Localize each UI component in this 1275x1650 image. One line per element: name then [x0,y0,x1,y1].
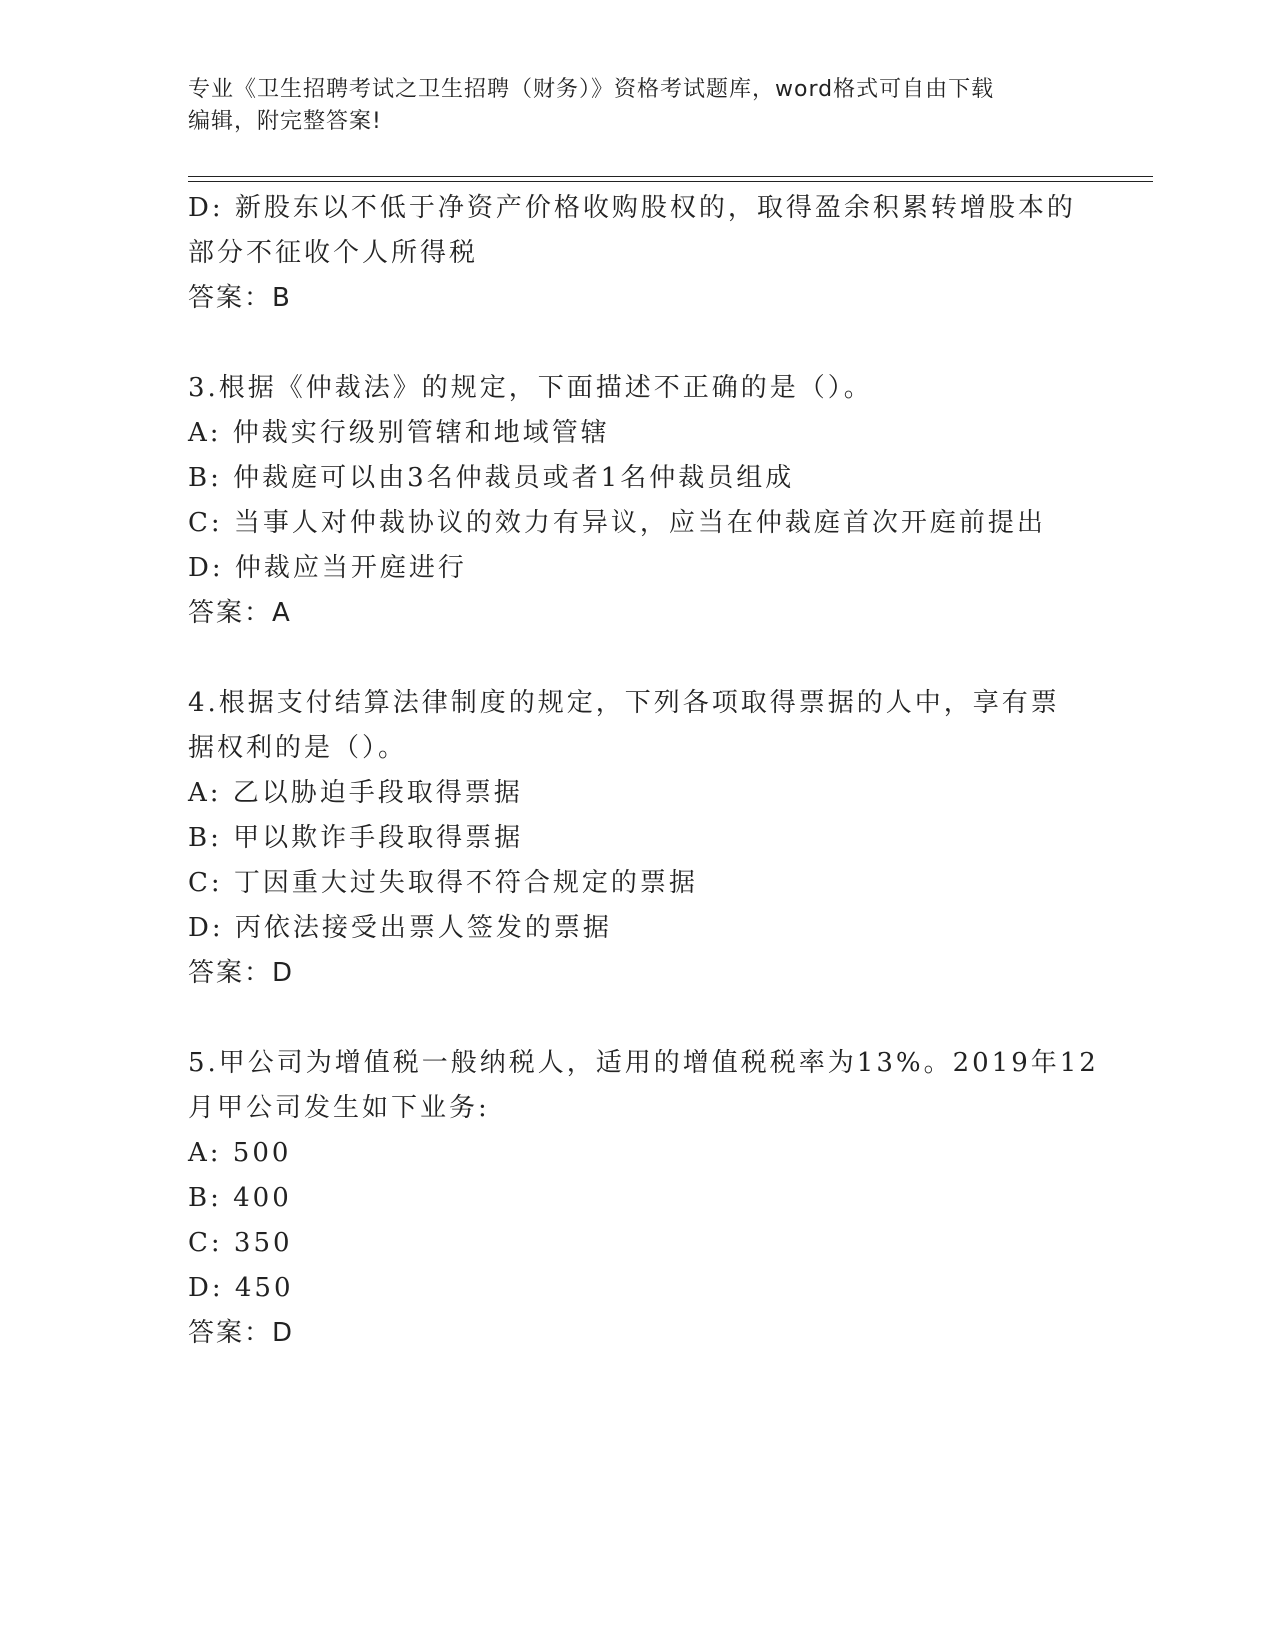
question-stem-line-2: 月甲公司发生如下业务: [188,1093,490,1123]
option-b: B: 甲以欺诈手段取得票据 [188,823,524,853]
question-stem-line-2: 据权利的是（）。 [188,733,408,763]
header-line-1: 专业《卫生招聘考试之卫生招聘（财务）》资格考试题库，word格式可自由下载 [188,77,995,102]
option-d: D: 丙依法接受出票人签发的票据 [188,913,612,943]
question-3 [188,366,1088,636]
option-a: A: 500 [188,1138,292,1168]
answer: 答案：A [188,598,292,628]
answer: 答案：D [188,1318,295,1348]
header-rule-bottom [188,181,1153,182]
option-b: B: 400 [188,1183,292,1213]
question-stem-line-1: 5.甲公司为增值税一般纳税人，适用的增值税税率为13%。2019年12 [188,1048,1099,1078]
question-stem-line-1: 4.根据支付结算法律制度的规定，下列各项取得票据的人中，享有票 [188,688,1060,718]
option-c: C: 当事人对仲裁协议的效力有异议，应当在仲裁庭首次开庭前提出 [188,508,1046,538]
question-2-tail [188,186,1088,321]
option-d: D: 仲裁应当开庭进行 [188,553,467,583]
document-header [188,74,1088,138]
option-d-line-2: 部分不征收个人所得税 [188,238,479,268]
question-stem: 3.根据《仲裁法》的规定，下面描述不正确的是（）。 [188,373,873,403]
option-c: C: 350 [188,1228,293,1258]
header-rule-top [188,176,1153,177]
option-a: A: 乙以胁迫手段取得票据 [188,778,523,808]
option-d-line-1: D: 新股东以不低于净资产价格收购股权的，取得盈余积累转增股本的 [188,193,1076,223]
answer: 答案：B [188,283,292,313]
answer: 答案：D [188,958,295,988]
option-a: A: 仲裁实行级别管辖和地域管辖 [188,418,610,448]
question-4 [188,681,1088,996]
option-c: C: 丁因重大过失取得不符合规定的票据 [188,868,698,898]
option-d: D: 450 [188,1273,294,1303]
question-list [188,186,1099,1356]
header-line-2: 编辑，附完整答案! [188,109,382,134]
option-b: B: 仲裁庭可以由3名仲裁员或者1名仲裁员组成 [188,463,795,493]
question-5 [188,1041,1099,1356]
